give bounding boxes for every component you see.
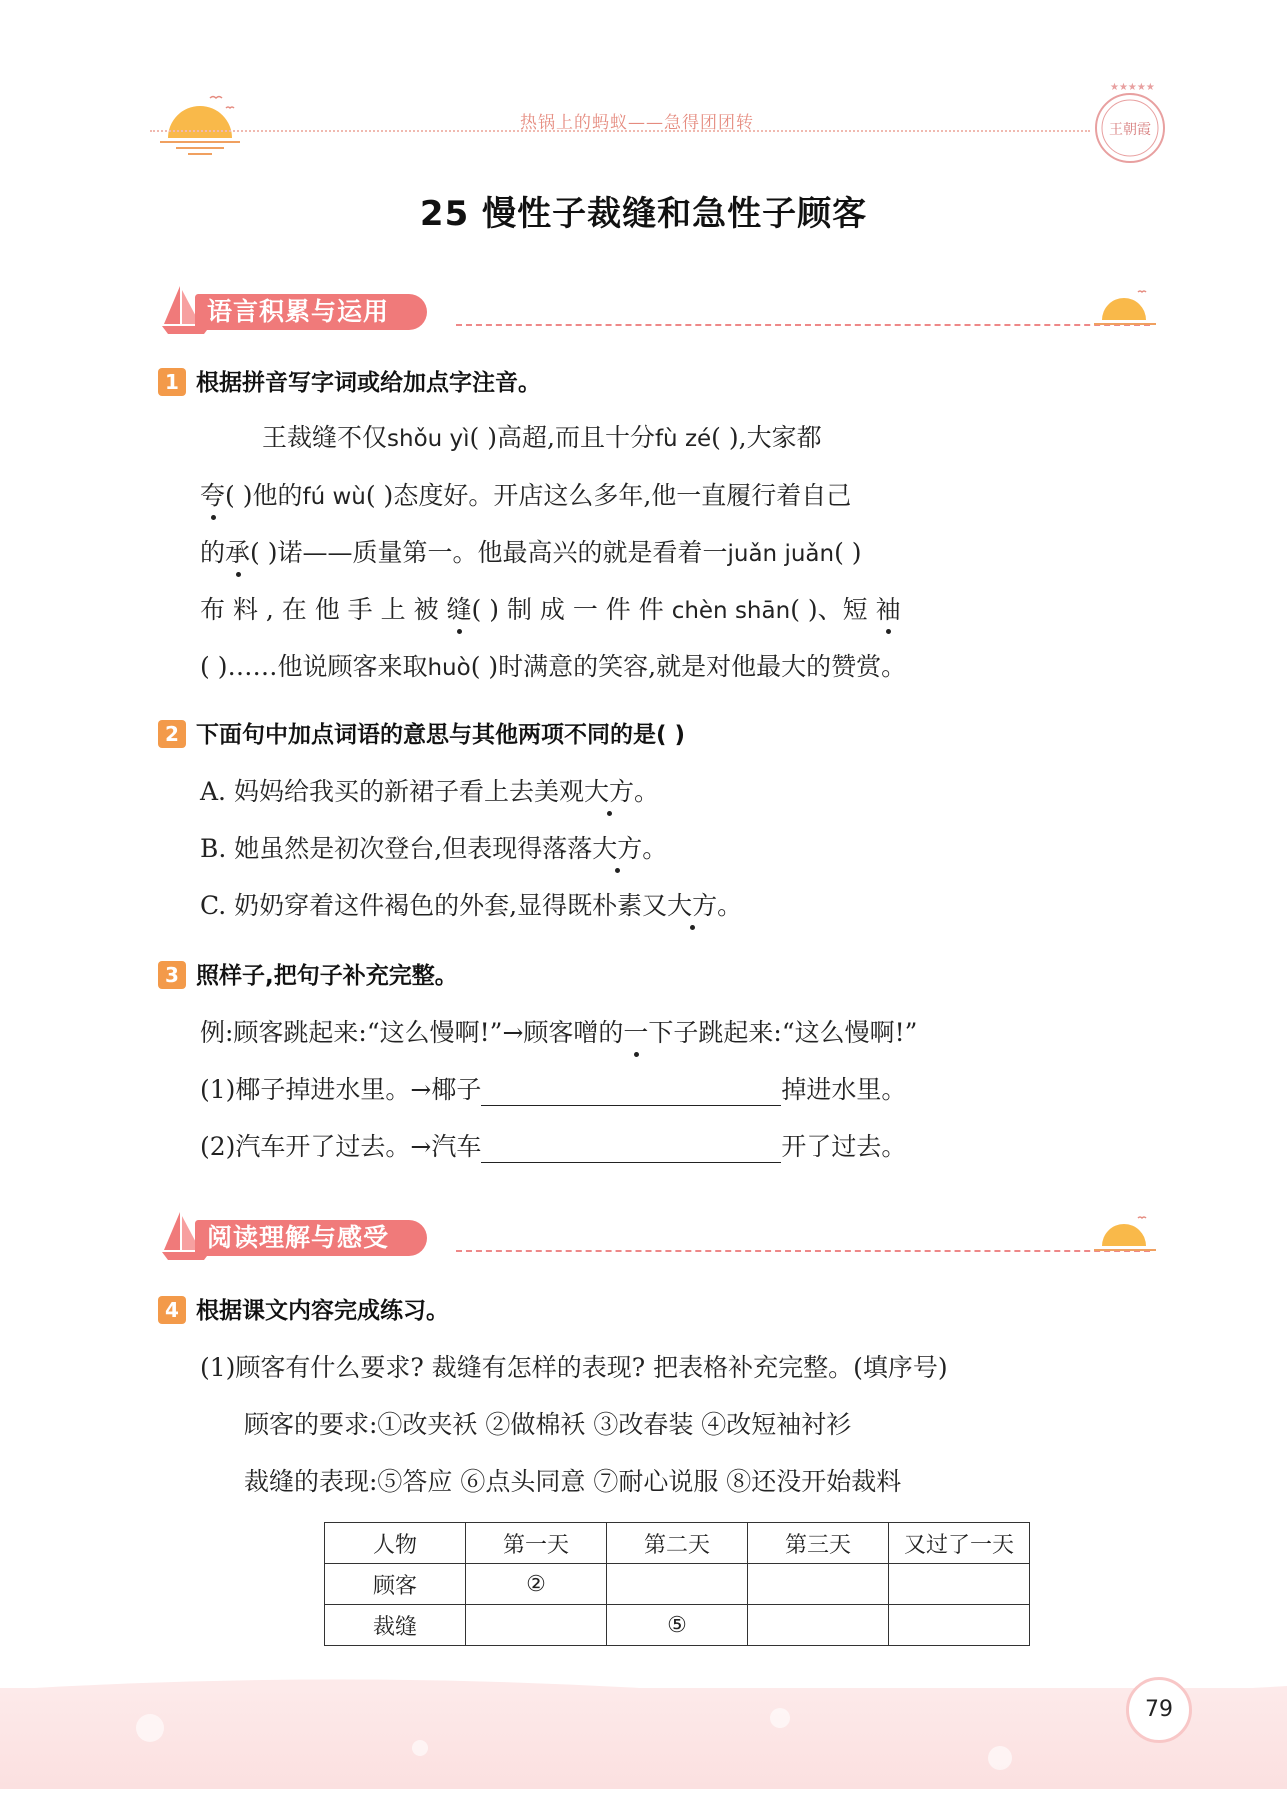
- section-banner-1: [160, 280, 1160, 340]
- q4-customer-requests: 顾客的要求:①改夹袄 ②做棉袄 ③改春装 ④改短袖衬衫: [244, 1410, 852, 1439]
- table-cell[interactable]: [748, 1605, 889, 1646]
- text: 掉进水里。: [781, 1075, 907, 1104]
- dotted-word: 噌的一下子: [573, 1013, 698, 1049]
- text: ( )诺——质量第一。他最高兴的就是看着一: [250, 538, 728, 567]
- answer-blank[interactable]: [481, 1081, 781, 1106]
- text: ( ),大家都: [711, 423, 822, 452]
- question-text: 照样子,把句子补充完整。: [196, 963, 458, 989]
- text: ( )高超,而且十分: [469, 423, 655, 452]
- question-number-badge: 1: [158, 368, 186, 396]
- question-text: 根据课文内容完成练习。: [196, 1298, 449, 1324]
- pinyin: shǒu yì: [387, 426, 470, 452]
- section-banner-2: [160, 1206, 1160, 1266]
- q1-line-4: [200, 590, 901, 626]
- pinyin: chèn shān: [671, 598, 791, 624]
- footer-bubbles: [0, 1688, 1287, 1789]
- dotted-char: 袖: [876, 590, 901, 626]
- q2-option-c: [200, 886, 742, 922]
- table-cell[interactable]: [889, 1564, 1030, 1605]
- q3-item-1: [200, 1070, 906, 1106]
- text: 。: [717, 891, 743, 920]
- pinyin: fù zé: [654, 426, 712, 452]
- table-cell[interactable]: ②: [466, 1564, 607, 1605]
- dotted-word: 大方: [667, 886, 717, 922]
- question-1-title: [158, 364, 541, 398]
- dotted-word: 大方: [592, 829, 642, 865]
- question-number-badge: 2: [158, 720, 186, 748]
- section-title: 语言积累与运用: [195, 294, 427, 330]
- seal-logo: [1090, 78, 1170, 168]
- text: 例:顾客跳起来:“这么慢啊!”→顾客: [200, 1018, 574, 1047]
- text: B. 她虽然是初次登台,但表现得落落: [200, 834, 593, 863]
- svg-text:王朝霞: 王朝霞: [1109, 122, 1151, 138]
- table-cell: 裁缝: [325, 1605, 466, 1646]
- question-4-title: [158, 1292, 449, 1326]
- answer-blank[interactable]: [481, 1138, 781, 1163]
- lesson-title: 25 慢性子裁缝和急性子顾客: [419, 194, 868, 234]
- text: ( )、短: [790, 595, 876, 624]
- q1-line-3: [200, 533, 862, 569]
- q2-option-a: [200, 772, 659, 808]
- question-3-title: [158, 957, 458, 991]
- question-2-title: [158, 716, 685, 750]
- question-text: 根据拼音写字词或给加点字注音。: [196, 370, 541, 396]
- svg-text:★★★★★: ★★★★★: [1110, 82, 1155, 93]
- text: 开了过去。: [781, 1132, 907, 1161]
- table-header-cell: 又过了一天: [889, 1523, 1030, 1564]
- table-header-row: [325, 1523, 1030, 1564]
- text: 布 料 , 在 他 手 上 被: [200, 595, 447, 624]
- table-cell: 顾客: [325, 1564, 466, 1605]
- text: 。: [642, 834, 668, 863]
- text: 的: [200, 538, 226, 567]
- q4-tailor-responses: 裁缝的表现:⑤答应 ⑥点头同意 ⑦耐心说服 ⑧还没开始裁料: [244, 1467, 902, 1496]
- q3-item-2: [200, 1127, 906, 1163]
- section-title: 阅读理解与感受: [195, 1220, 427, 1256]
- sun-icon: [160, 92, 240, 172]
- q1-line-5: [200, 647, 906, 683]
- table-cell[interactable]: ⑤: [607, 1605, 748, 1646]
- text: A. 妈妈给我买的新裙子看上去美观: [200, 777, 584, 806]
- text: C. 奶奶穿着这件褐色的外套,显得既朴素又: [200, 891, 668, 920]
- section-divider: [456, 324, 1150, 326]
- dotted-char: 夸: [200, 476, 225, 512]
- table-header-cell: 第一天: [466, 1523, 607, 1564]
- q2-option-b: [200, 829, 667, 865]
- running-title: 热锅上的蚂蚁——急得团团转: [520, 113, 754, 133]
- text: ( )他的: [225, 481, 303, 510]
- text: ( )时满意的笑容,就是对他最大的赞赏。: [470, 652, 907, 681]
- table-cell[interactable]: [466, 1605, 607, 1646]
- q4-sub-question-1: (1)顾客有什么要求? 裁缝有怎样的表现? 把表格补充完整。(填序号): [200, 1353, 948, 1382]
- pinyin: juǎn juǎn: [727, 541, 835, 567]
- text: ( ) 制 成 一 件 件: [471, 595, 672, 624]
- dotted-word: 大方: [584, 772, 634, 808]
- table-cell[interactable]: [607, 1564, 748, 1605]
- text: (2)汽车开了过去。→汽车: [200, 1132, 482, 1161]
- table-row: [325, 1564, 1030, 1605]
- dotted-char: 缝: [447, 590, 472, 626]
- table-header-cell: 人物: [325, 1523, 466, 1564]
- q3-example: [200, 1013, 917, 1049]
- pinyin: huò: [427, 655, 471, 681]
- text: 王裁缝不仅: [262, 423, 388, 452]
- question-text: 下面句中加点词语的意思与其他两项不同的是( ): [196, 722, 686, 748]
- text: (1)椰子掉进水里。→椰子: [200, 1075, 482, 1104]
- sunset-icon: [1090, 286, 1160, 332]
- table-header-cell: 第三天: [748, 1523, 889, 1564]
- sunset-icon: [1090, 1212, 1160, 1258]
- text: 。: [633, 777, 659, 806]
- page-number: 79: [1126, 1677, 1192, 1743]
- table-cell[interactable]: [748, 1564, 889, 1605]
- dotted-char: 承: [225, 533, 250, 569]
- text: 跳起来:“这么慢啊!”: [698, 1018, 918, 1047]
- footer-band: [0, 1688, 1287, 1789]
- table-row: [325, 1605, 1030, 1646]
- text: ( )态度好。开店这么多年,他一直履行着自己: [365, 481, 852, 510]
- answer-table: [324, 1522, 1030, 1646]
- table-cell[interactable]: [889, 1605, 1030, 1646]
- q1-line-1: [262, 418, 822, 454]
- text: ( )……他说顾客来取: [200, 652, 428, 681]
- text: ( ): [834, 538, 862, 567]
- question-number-badge: 4: [158, 1296, 186, 1324]
- q1-line-2: [200, 476, 851, 512]
- pinyin: fú wù: [302, 484, 366, 510]
- table-header-cell: 第二天: [607, 1523, 748, 1564]
- section-divider: [456, 1250, 1150, 1252]
- question-number-badge: 3: [158, 961, 186, 989]
